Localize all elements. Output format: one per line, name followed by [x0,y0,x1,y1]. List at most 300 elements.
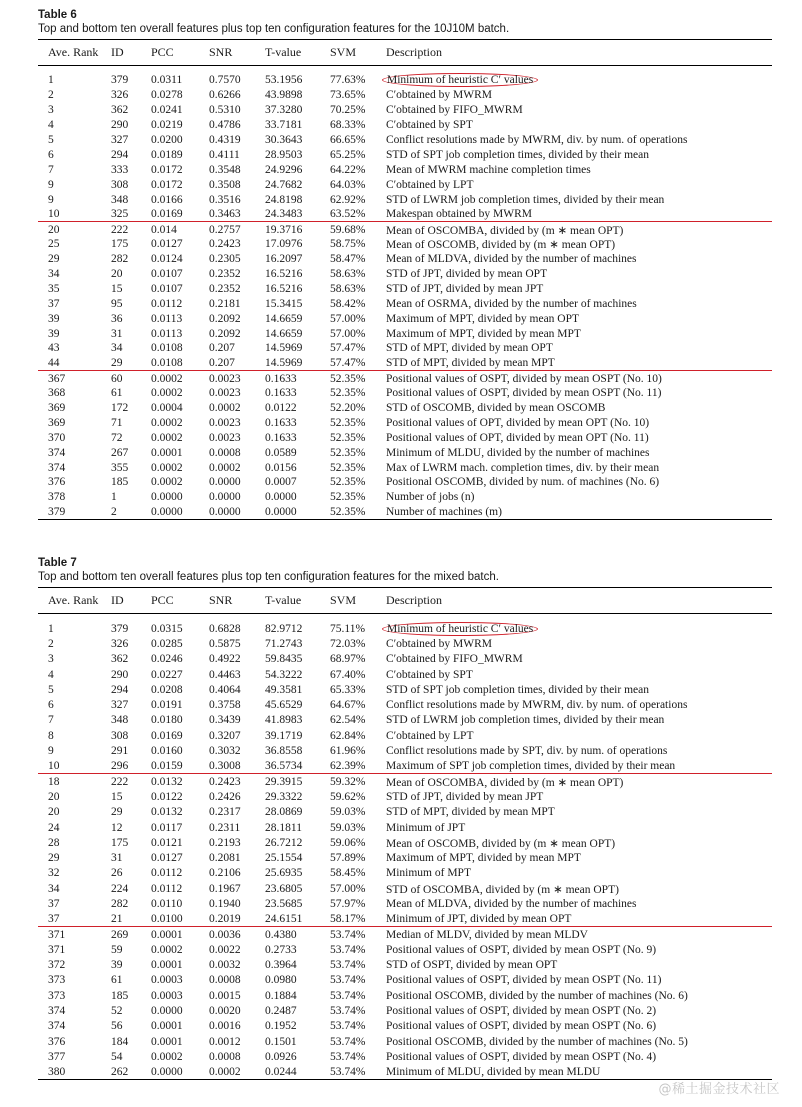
table-cell: Mean of MWRM machine completion times [386,163,591,176]
table-cell: 371 [48,943,66,956]
table-cell: 376 [48,476,66,489]
features-table [38,587,772,1080]
table-cell: 325 [111,207,151,222]
table-cell: STD of JPT, divided by mean JPT [386,282,544,295]
table-cell: 308 [111,729,129,742]
table-cell: 63.52% [330,207,382,222]
table-cell: Maximum of SPT job completion times, divided by their mean [382,759,772,774]
table-cell: 53.74% [330,974,366,987]
table-cell: 0.0008 [209,1050,241,1063]
table-cell: 3 [48,104,54,117]
table-cell: 0.3463 [209,207,265,222]
table-cell: 0.3964 [265,959,297,972]
table-row [38,281,772,296]
table-cell: 60 [111,372,123,385]
table-cell: 0.0121 [151,836,183,849]
column-header: SVM [330,588,382,614]
table-cell: STD of LWRM job completion times, divided by their mean [386,193,665,206]
table-cell: 10 [38,207,111,222]
table-cell: 31 [111,327,123,340]
table-row [38,88,772,103]
table-cell: 52.35% [330,461,366,474]
table-cell: 29.3322 [265,790,303,803]
table-cell: 57.00% [330,312,366,325]
table-cell: 0.0000 [151,491,183,504]
table-cell: 0.1940 [209,897,241,910]
table-cell: 62.54% [330,714,366,727]
table-cell: 0.0002 [209,402,241,415]
table-cell: 0.0980 [265,974,297,987]
table-row [38,133,772,148]
table-cell: 32 [48,867,60,880]
table-cell: 0.207 [209,342,235,355]
table-row [38,1049,772,1064]
table-cell: 61 [111,387,123,400]
table-cell: 184 [111,1035,129,1048]
table-cell: 0.0117 [151,821,183,834]
table-cell: 0.0180 [151,714,183,727]
table-cell: 0.0000 [151,1065,209,1080]
table-cell: 0.2181 [209,297,241,310]
table-cell: 222 [111,775,129,788]
table-cell: 71 [111,416,123,429]
table-row [38,988,772,1003]
table-cell: 185 [111,989,129,1002]
table-cell: 0.0311 [151,74,183,87]
table-cell: 374 [48,446,66,459]
table-cell: STD of MPT, divided by mean OPT [386,342,553,355]
table-row [38,207,772,222]
table-cell: 291 [111,745,129,758]
table-cell: 0.0008 [209,974,241,987]
table-cell: 0.0023 [209,416,241,429]
table-cell: 52.35% [330,387,366,400]
table-cell: 379 [38,505,111,520]
table-cell: 0.0107 [151,268,183,281]
table-cell: 0.0002 [151,476,183,489]
table-cell: 0.0113 [151,312,183,325]
column-header: Description [382,588,772,614]
table-row [38,147,772,162]
highlight-ellipse: Minimum of heuristic C′ values [382,622,538,636]
header-row [38,40,772,66]
table-cell: 14.5969 [265,342,303,355]
table-cell: 53.74% [330,1020,366,1033]
table-row [38,835,772,850]
table-row [38,73,772,88]
table-cell: Maximum of MPT, divided by mean MPT [386,852,581,865]
table-cell: 7 [48,163,54,176]
table-cell: 52.35% [330,416,366,429]
table-cell: Mean of OSCOMB, divided by (m ∗ mean OPT) [386,837,616,850]
table-cell: 0.0003 [151,989,183,1002]
table-row [38,805,772,820]
table-cell: 0.2317 [209,806,241,819]
table-cell: 53.74% [330,1005,366,1018]
table-row [38,162,772,177]
column-header: PCC [151,40,209,66]
column-header: SNR [209,588,265,614]
table-cell: 0.0169 [151,729,183,742]
table-cell: 327 [111,699,129,712]
table-cell: 362 [111,104,129,117]
table-cell: 67.40% [330,668,366,681]
table-cell: 52 [111,1005,123,1018]
table-cell: 0.0127 [151,238,183,251]
table-cell: 267 [111,446,129,459]
table-cell: 294 [111,148,129,161]
table-cell: 36.5734 [265,759,330,774]
table-label: Table 7 [38,557,77,569]
table-cell: 0.0002 [151,943,183,956]
table-row [38,621,772,636]
table-cell: 6 [48,699,54,712]
table-cell: 66.65% [330,134,366,146]
table-cell: Positional OSCOMB, divided by the number of machines (No. 5) [386,1035,688,1048]
table-cell: 0.0589 [265,446,297,459]
table-cell: 0.0107 [151,282,183,295]
header-row [38,588,772,614]
table-cell: 348 [111,714,129,727]
table-cell: 29 [48,253,60,266]
table-cell: 9 [48,193,54,206]
table-cell: Positional values of OSPT, divided by mean OSPT (No. 11) [386,387,662,400]
table-cell: Number of jobs (n) [386,491,475,504]
table-cell: 9 [48,178,54,191]
table-cell: 282 [111,897,129,910]
table-cell: 0.0108 [151,356,209,371]
table-cell: 45.6529 [265,699,303,712]
table-cell: Mean of OSCOMBA, divided by (m ∗ mean OPT) [386,224,624,237]
table-cell: 8 [48,729,54,742]
table-row [38,445,772,460]
table-cell: 75.11% [330,622,366,635]
table-cell: 53.74% [330,1050,366,1063]
table-cell: 0.2092 [209,312,241,325]
table-cell: 327 [111,134,129,146]
table-cell: 172 [111,402,129,415]
table-cell: 16.2097 [265,253,303,266]
table-cell: 31 [111,852,123,865]
table-cell: 59.06% [330,836,366,849]
table-cell: 30.3643 [265,134,303,146]
table-cell: 64.22% [330,163,366,176]
table-cell: 53.74% [330,943,366,956]
table-cell: 59.03% [330,806,366,819]
table-cell: 20 [48,223,60,236]
features-table [38,39,772,520]
table-cell: 0.0002 [209,461,241,474]
table-cell: 374 [48,461,66,474]
table-cell: 0.0124 [151,253,183,266]
table-cell: 0.3032 [209,745,241,758]
table-row [38,759,772,774]
table-cell: 39 [111,959,123,972]
table-row [38,386,772,401]
table-cell: 379 [111,74,129,87]
table-cell: 16.5216 [265,282,303,295]
table-cell: 0.0244 [265,1065,330,1080]
table-cell: 20 [48,790,60,803]
table-row [38,636,772,651]
table-cell: 0.1633 [265,387,297,400]
table-cell: 9 [48,745,54,758]
table-cell: Conflict resolutions made by MWRM, div. by num. of operations [386,699,688,712]
table-cell: Maximum of MPT, divided by mean MPT [386,327,581,340]
table-cell: 370 [48,431,66,444]
table-cell: 0.0002 [151,387,183,400]
table-row [38,1003,772,1018]
table-cell: 62.92% [330,193,366,206]
table-cell: 0.0000 [209,476,241,489]
table-cell: 24.8198 [265,193,303,206]
table-cell: 64.03% [330,178,366,191]
table-cell: 77.63% [330,74,366,87]
table-cell: 15 [111,790,123,803]
table-cell: 36.8558 [265,745,303,758]
table-cell: 0.1633 [265,372,297,385]
table-cell: 43 [48,342,60,355]
table-cell: 58.75% [330,238,366,251]
table-cell: 0.207 [209,356,265,371]
table-row [38,267,772,282]
table-cell: 0.2733 [265,943,297,956]
table-cell: 0.3008 [209,759,265,774]
table-cell: 0.2019 [209,912,265,927]
table-cell: 15.3415 [265,297,303,310]
table-cell: 376 [48,1035,66,1048]
table-row [38,460,772,475]
table-cell: 0.0189 [151,148,183,161]
table-cell: Positional OSCOMB, divided by num. of machines (No. 6) [386,476,660,489]
table-cell: 16.5216 [265,268,303,281]
table-cell: 0.2757 [209,223,241,236]
table-cell: 0.0112 [151,867,183,880]
table-cell: C′obtained by MWRM [386,89,493,102]
table-cell: 0.2487 [265,1005,297,1018]
table-cell: Positional values of OSPT, divided by mean OSPT (No. 2) [386,1005,657,1018]
table-cell: Mean of OSCOMBA, divided by (m ∗ mean OPT) [386,776,624,789]
table-row [38,1034,772,1049]
table-cell: 224 [111,882,129,895]
table-cell: C′obtained by MWRM [386,637,493,650]
table-cell: Mean of OSCOMB, divided by (m ∗ mean OPT) [386,239,616,252]
table-cell: 0.0000 [265,505,330,520]
table-cell: 0.0003 [151,974,183,987]
table-row [38,866,772,881]
table-cell: 0.0002 [151,416,183,429]
table-row [38,697,772,712]
table-row [38,430,772,445]
table-cell: 59 [111,943,123,956]
table-cell: Makespan obtained by MWRM [382,207,772,222]
table-cell: 333 [111,163,129,176]
table-cell: 0.2352 [209,268,241,281]
table-cell: 0.0012 [209,1035,241,1048]
table-cell: 0.0001 [151,1035,183,1048]
table-cell: 59.32% [330,775,366,788]
table-cell: 14.5969 [265,356,330,371]
column-header: Ave. Rank [38,588,111,614]
table-cell: 0.0208 [151,683,183,696]
table-row [38,743,772,758]
table-cell: 0.0132 [151,806,183,819]
table-cell: 58.17% [330,912,382,927]
table-cell: 0.4064 [209,683,241,696]
table-cell: Minimum of MLDU, divided by mean MLDU [382,1065,772,1080]
table-row [38,973,772,988]
table-row [38,296,772,311]
table-cell: 52.35% [330,446,366,459]
table-cell: 175 [111,238,129,251]
table-cell: 53.1956 [265,74,303,87]
table-cell: 185 [111,476,129,489]
table-cell: 61.96% [330,745,366,758]
table-cell: 0.0007 [265,476,297,489]
table-cell: 29 [111,356,151,371]
table-cell: 68.97% [330,653,366,666]
table-cell: 0.0016 [209,1020,241,1033]
table-cell [382,621,772,636]
table-cell: 0.0008 [209,446,241,459]
table-cell: STD of SPT job completion times, divided by their mean [386,148,649,161]
table-row [38,682,772,697]
table-cell: 0.1633 [265,416,297,429]
table-cell: 57.47% [330,342,366,355]
table-cell: 0.2352 [209,282,241,295]
table-cell: 0.4319 [209,134,241,146]
table-cell: Minimum of MLDU, divided by the number of machines [386,446,650,459]
table-cell: 29 [111,806,123,819]
table-cell: 0.1501 [265,1035,297,1048]
table-cell: 0.0100 [151,912,209,927]
table-cell: 294 [111,683,129,696]
table-cell: 0.014 [151,223,177,236]
table-cell: 0.2106 [209,867,241,880]
table-cell: 0.0108 [151,342,183,355]
table-cell: STD of JPT, divided by mean OPT [386,268,548,281]
table-cell: C′obtained by FIFO_MWRM [386,104,523,117]
table-cell: 29.3915 [265,775,303,788]
table-cell: Max of LWRM mach. completion times, div. by their mean [386,461,660,474]
table-cell: 0.0000 [265,491,297,504]
table-cell: 0.5875 [209,637,241,650]
table-cell: Positional values of OSPT, divided by mean OSPT (No. 9) [386,943,657,956]
table-row [38,713,772,728]
table-cell: 374 [48,1020,66,1033]
table-cell: 0.3758 [209,699,241,712]
table-cell: 58.45% [330,867,366,880]
table-cell: 0.0004 [151,402,183,415]
table-cell: 28.0869 [265,806,303,819]
table-cell: 0.0000 [209,505,265,520]
table-cell: 2 [48,89,54,102]
table-cell: Positional values of OPT, divided by mean OPT (No. 10) [386,416,650,429]
table-cell: 52.35% [330,491,366,504]
table-cell: 43.9898 [265,89,303,102]
table-cell: 0.6828 [209,622,241,635]
table-cell: 56 [111,1020,123,1033]
table-cell: 0.0001 [151,959,183,972]
table-row [38,222,772,237]
table-row [38,177,772,192]
table-cell: 65.33% [330,683,366,696]
table-row [38,927,772,942]
table-cell: STD of OSCOMBA, divided by (m ∗ mean OPT) [386,883,619,896]
table-cell: 59.03% [330,821,366,834]
table-row [38,958,772,973]
table-cell: 24 [48,821,60,834]
table-cell: 24.7682 [265,178,303,191]
table-cell: STD of MPT, divided by mean MPT [382,356,772,371]
table-cell: 39 [48,312,60,325]
table-cell: 57.00% [330,882,366,895]
table-cell: 14.6659 [265,312,303,325]
table-cell: Number of machines (m) [382,505,772,520]
table-cell: Positional values of OSPT, divided by mean OSPT (No. 11) [386,974,662,987]
table-cell: 0.0127 [151,852,183,865]
table-cell: Positional values of OSPT, divided by mean OSPT (No. 10) [386,372,662,385]
table-caption: Top and bottom ten overall features plus top ten configuration features for the mixed batch. [38,571,499,583]
table-row [38,652,772,667]
table-cell: 68.33% [330,119,366,132]
table-cell: 72.03% [330,637,366,650]
table-cell: 37 [38,912,111,927]
table-cell: 0.2423 [209,775,241,788]
table-cell: 0.4463 [209,668,241,681]
table-cell: 53.74% [330,1065,382,1080]
table-cell: 0.0285 [151,637,183,650]
table-row [38,401,772,416]
table-cell: 23.6805 [265,882,303,895]
table-cell: 18 [48,775,60,788]
table-row [38,774,772,789]
table-cell: 367 [48,372,66,385]
table-cell: 53.74% [330,959,366,972]
table-cell: 0.4922 [209,653,241,666]
table-cell: 1 [48,74,54,87]
table-cell: 290 [111,119,129,132]
column-header: T-value [265,40,330,66]
table-cell: STD of LWRM job completion times, divided by their mean [386,714,665,727]
table-cell: 57.89% [330,852,366,865]
table-cell: 26 [111,867,123,880]
table-cell: 52.20% [330,402,366,415]
table-cell: 0.0022 [209,943,241,956]
table-cell: 5 [48,134,54,146]
table-cell: 0.0000 [151,505,209,520]
table-row [38,912,772,927]
table-cell: Minimum of JPT, divided by mean OPT [382,912,772,927]
table-cell: 374 [48,1005,66,1018]
table-cell: 0.4786 [209,119,241,132]
table-cell: 52.35% [330,505,382,520]
table-cell: 0.0172 [151,178,183,191]
table-cell: 82.9712 [265,622,303,635]
table-cell: 308 [111,178,129,191]
table-cell: 0.3548 [209,163,241,176]
table-cell: 0.4111 [209,148,240,161]
table-cell: 0.2092 [209,327,241,340]
table-row [38,881,772,896]
table-cell: 58.42% [330,297,366,310]
table-cell: 37.3280 [265,104,303,117]
table-row [38,192,772,207]
table-cell: 24.9296 [265,163,303,176]
table-cell: 0.0191 [151,699,183,712]
table-cell: 25.6935 [265,867,303,880]
table-cell: 373 [48,989,66,1002]
